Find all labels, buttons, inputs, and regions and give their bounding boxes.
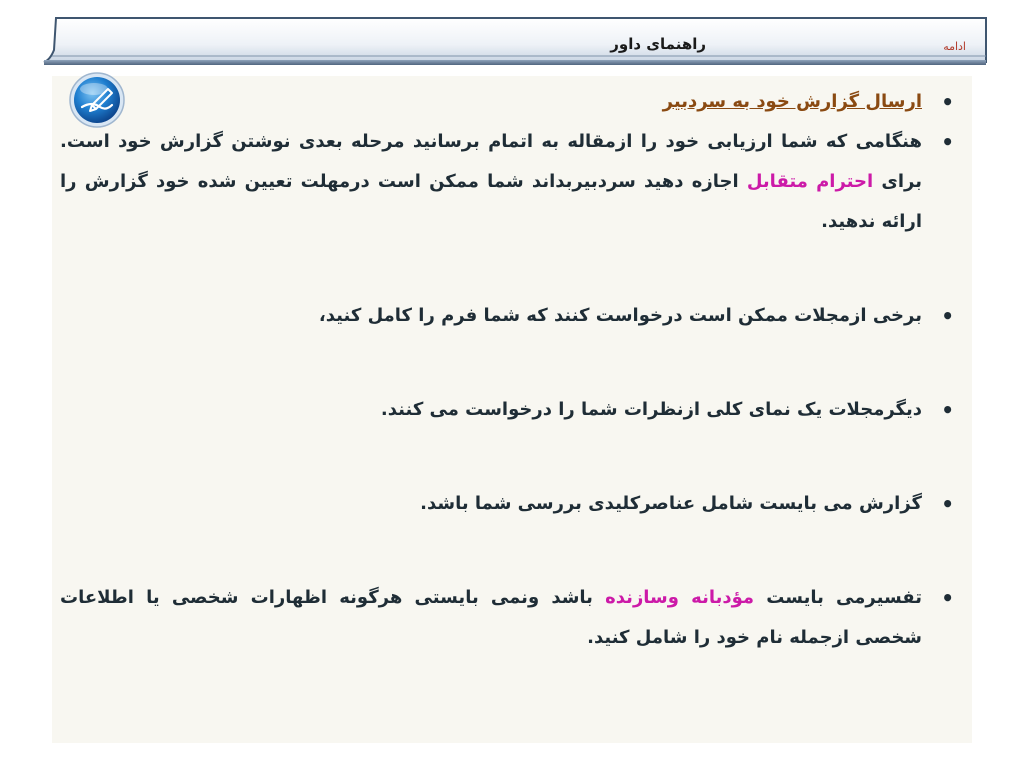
- paragraph-text: تفسیرمی بایست: [754, 587, 922, 608]
- paragraph-text: هنگامی که شما ارزیابی خود را ازمقاله به اتمام برسانید مرحله بعدی نوشتن گزارش خود است. برای: [60, 131, 923, 192]
- list-item: [60, 484, 966, 524]
- list-item: [60, 82, 966, 122]
- paragraph-text: گزارش می بایست شامل عناصرکلیدی بررسی شما باشد.: [420, 493, 922, 514]
- bullet-list: [60, 82, 966, 658]
- list-item: [60, 390, 966, 430]
- paragraph-text: برخی ازمجلات ممکن است درخواست کنند که شما فرم را کامل کنید،: [318, 305, 922, 326]
- paragraph-text: اجازه دهید سردبیربداند شما ممکن است درمهلت تعیین شده خود گزارش را ارائه ندهید.: [60, 171, 922, 232]
- paragraph-text: باشد ونمی بایستی هرگونه اظهارات شخصی یا اطلاعات شخصی ازجمله نام خود را شامل کنید.: [60, 587, 922, 648]
- paragraph-text: دیگرمجلات یک نمای کلی ازنظرات شما را درخواست می کنند.: [380, 399, 922, 420]
- list-item: [60, 296, 966, 336]
- highlight-text: احترام متقابل: [746, 171, 874, 192]
- header-banner: [42, 16, 988, 66]
- header-banner-frame: [42, 16, 988, 66]
- list-item: [60, 122, 966, 242]
- highlight-text: مؤدبانه وسازنده: [605, 587, 755, 608]
- list-item: [60, 578, 966, 658]
- continue-link[interactable]: ادامه: [943, 40, 966, 53]
- section-heading: ارسال گزارش خود به سردبیر: [662, 91, 922, 112]
- page-title: راهنمای داور: [610, 35, 706, 53]
